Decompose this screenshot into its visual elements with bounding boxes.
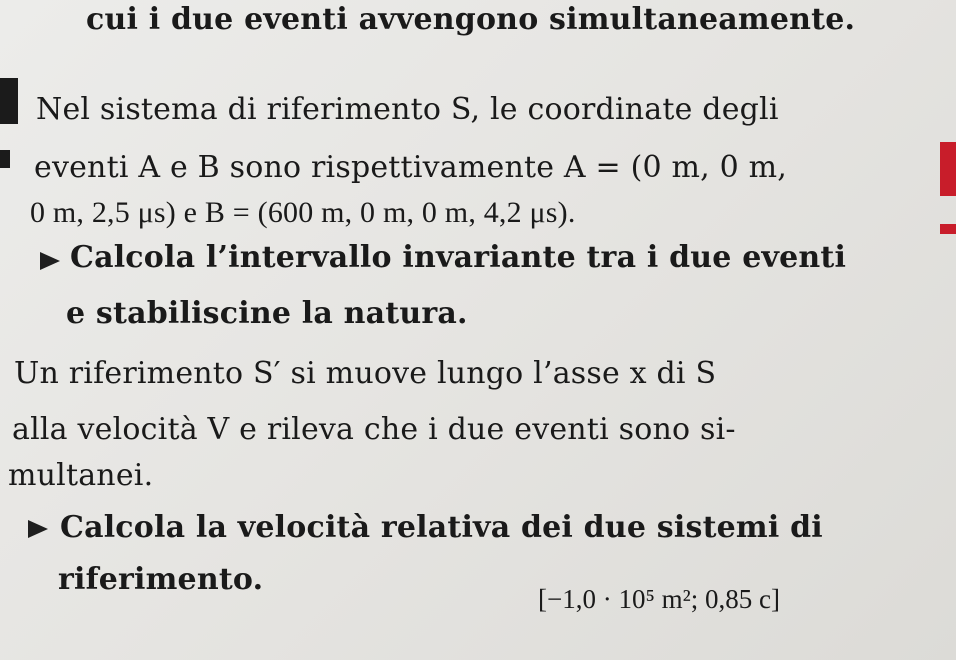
left-edge-shadow [0, 78, 18, 124]
task-1-arrow-icon [40, 252, 60, 270]
paragraph-2-line-1: Un riferimento S′ si muove lungo l’asse x di S [14, 356, 717, 391]
paragraph-1-line-3: 0 m, 2,5 μs) e B = (600 m, 0 m, 0 m, 4,2 μs). [30, 196, 576, 229]
answer-key: [−1,0 · 10⁵ m²; 0,85 c] [538, 584, 780, 614]
task-2-arrow-icon [28, 520, 48, 538]
paragraph-2-line-2: alla velocità V e rileva che i due eventi sono si- [12, 412, 736, 447]
task-1-line-2: e stabiliscine la natura. [66, 296, 468, 331]
red-margin-bar-bottom [940, 224, 956, 234]
red-margin-bar-top [940, 142, 956, 196]
paragraph-2-line-3: multanei. [8, 458, 154, 493]
task-2-line-2: riferimento. [58, 562, 264, 597]
header-line: cui i due eventi avvengono simultaneamente. [86, 2, 856, 37]
task-2-line-1: Calcola la velocità relativa dei due sistemi di [60, 510, 823, 545]
paragraph-1-line-2: eventi A e B sono rispettivamente A = (0 m, 0 m, [34, 150, 788, 185]
paragraph-1-line-1: Nel sistema di riferimento S, le coordinate degli [36, 92, 779, 127]
left-edge-mark [0, 150, 10, 168]
task-1-line-1: Calcola l’intervallo invariante tra i due eventi [70, 240, 847, 275]
